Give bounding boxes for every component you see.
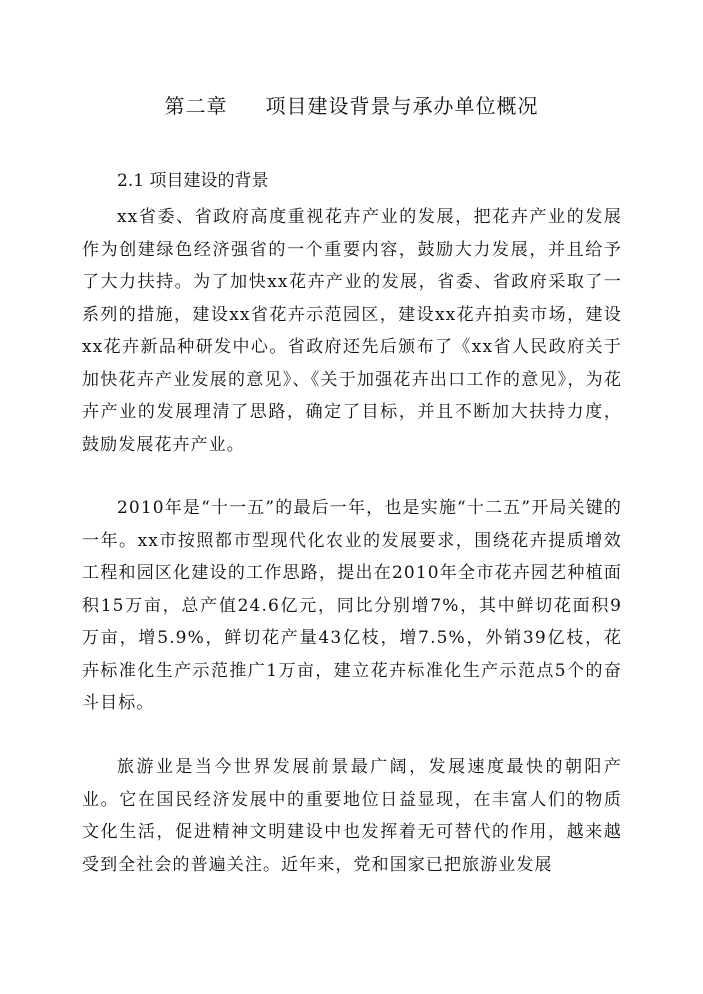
chapter-number: 第二章 [164,94,228,118]
chapter-name: 项目建设背景与承办单位概况 [265,94,539,118]
body-paragraph-3: 旅游业是当今世界发展前景最广阔，发展速度最快的朝阳产业。它在国民经济发展中的重要地位日益显现，在丰富人们的物质文化生活，促进精神文明建设中也发挥着无可替代的作用，越来越受到全社会的普遍关注。近年来，党和国家已把旅游业发展 [82,757,622,875]
section-heading: 2.1 项目建设的背景 [117,171,269,191]
chapter-title [0,90,703,119]
body-paragraph-2: 2010年是“十一五”的最后一年，也是实施“十二五”开局关键的一年。xx市按照都市型现代化农业的发展要求，围绕花卉提质增效工程和园区化建设的工作思路，提出在2010年全市花卉园艺种植面积15万亩，总产值24.6亿元，同比分别增7%，其中鲜切花面积9万亩，增5.9%，鲜切花产量43亿枝，增7.5%，外销39亿枝，花卉标准化生产示范推广1万亩，建立花卉标准化生产示范点5个的奋斗目标。 [82,498,622,713]
body-paragraph-1: xx省委、省政府高度重视花卉产业的发展，把花卉产业的发展作为创建绿色经济强省的一个重要内容，鼓励大力发展，并且给予了大力扶持。为了加快xx花卉产业的发展，省委、省政府采取了一系列的措施，建设xx省花卉示范园区，建设xx花卉拍卖市场，建设xx花卉新品种研发中心。省政府还先后颁布了《xx省人民政府关于加快花卉产业发展的意见》、《关于加强花卉出口工作的意见》，为花卉产业的发展理清了思路，确定了目标，并且不断加大扶持力度，鼓励发展花卉产业。 [82,207,622,455]
